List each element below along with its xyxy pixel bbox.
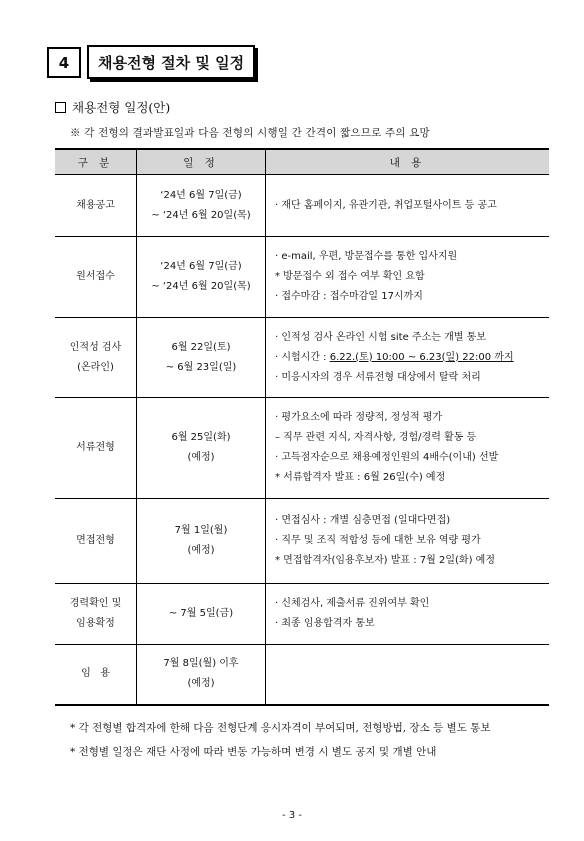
exam-time-line: · 시험시간 : 6.22.(토) 10:00 ~ 6.23(일) 22:00 까지 — [275, 351, 514, 363]
subtitle-text: 채용전형 일정(안) — [72, 100, 171, 115]
stage-cell: 임 용 — [55, 645, 137, 705]
table-row — [55, 175, 549, 237]
table-header-row — [55, 149, 549, 175]
detail-cell: · e-mail, 우편, 방문접수를 통한 입사지원 * 방문접수 외 접수 여부 확인 요함 · 접수마감 : 접수마감일 17시까지 — [266, 237, 550, 318]
date-cell: 7월 1일(월) (예정) — [137, 499, 266, 584]
header-date: 일 정 — [137, 149, 266, 175]
table-row — [55, 237, 549, 318]
detail-cell: · 평가요소에 따라 정량적, 정성적 평가 – 직무 관련 지식, 자격사항, 경험/경력 활동 등 · 고득점자순으로 채용예정인원의 4배수(이내) 선발 * 서류합격자 발표 : 6월 26일(수) 예정 — [266, 398, 550, 499]
date-cell: 6월 25일(화) (예정) — [137, 398, 266, 499]
table-row — [55, 318, 549, 398]
date-cell: 6월 22일(토) ~ 6월 23일(일) — [137, 318, 266, 398]
table-row — [55, 398, 549, 499]
detail-cell — [266, 645, 550, 705]
detail-cell: · 면접심사 : 개별 심층면접 (일대다면접) · 직무 및 조직 적합성 등에 대한 보유 역량 평가 * 면접합격자(임용후보자) 발표 : 7월 2일(화) 예정 — [266, 499, 550, 584]
top-note: ※ 각 전형의 결과발표일과 다음 전형의 시행일 간 간격이 짧으므로 주의 요망 — [70, 127, 430, 139]
date-cell: ~ 7월 5일(금) — [137, 584, 266, 645]
stage-cell: 원서접수 — [55, 237, 137, 318]
exam-time-value: 6.22.(토) 10:00 ~ 6.23(일) 22:00 까지 — [329, 351, 514, 363]
bottom-note: * 각 전형별 합격자에 한해 다음 전형단계 응시자격이 부여되며, 전형방법, 장소 등 별도 통보 — [70, 722, 491, 734]
schedule-table — [55, 148, 549, 706]
header-stage: 구 분 — [55, 149, 137, 175]
detail-cell: · 인적성 검사 온라인 시험 site 주소는 개별 통보 · 시험시간 : 6.22.(토) 10:00 ~ 6.23(일) 22:00 까지 · 미응시자의 경우 서류전형 대상에서 탈락 처리 — [266, 318, 550, 398]
stage-cell: 서류전형 — [55, 398, 137, 499]
table-row — [55, 645, 549, 705]
date-cell: 7월 8일(월) 이후 (예정) — [137, 645, 266, 705]
schedule-subtitle — [55, 98, 170, 116]
stage-cell: 인적성 검사 (온라인) — [55, 318, 137, 398]
detail-cell: · 신체검사, 제출서류 진위여부 확인 · 최종 임용합격자 통보 — [266, 584, 550, 645]
bottom-notes — [70, 716, 490, 764]
page-number: - 3 - — [282, 810, 302, 821]
bottom-note: * 전형별 일정은 재단 사정에 따라 변동 가능하며 변경 시 별도 공지 및 개별 안내 — [70, 746, 437, 758]
checkbox-square-icon — [55, 102, 66, 113]
table-row — [55, 499, 549, 584]
section-header — [47, 45, 255, 79]
section-number: 4 — [47, 47, 81, 78]
stage-cell: 면접전형 — [55, 499, 137, 584]
stage-cell: 경력확인 및 임용확정 — [55, 584, 137, 645]
header-detail: 내 용 — [266, 149, 550, 175]
detail-cell: · 재단 홈페이지, 유관기관, 취업포털사이트 등 공고 — [266, 175, 550, 237]
table-row — [55, 584, 549, 645]
stage-cell: 채용공고 — [55, 175, 137, 237]
section-title: 채용전형 절차 및 일정 — [87, 45, 255, 79]
date-cell: ‘24년 6월 7일(금) ~ ‘24년 6월 20일(목) — [137, 175, 266, 237]
date-cell: ‘24년 6월 7일(금) ~ ‘24년 6월 20일(목) — [137, 237, 266, 318]
